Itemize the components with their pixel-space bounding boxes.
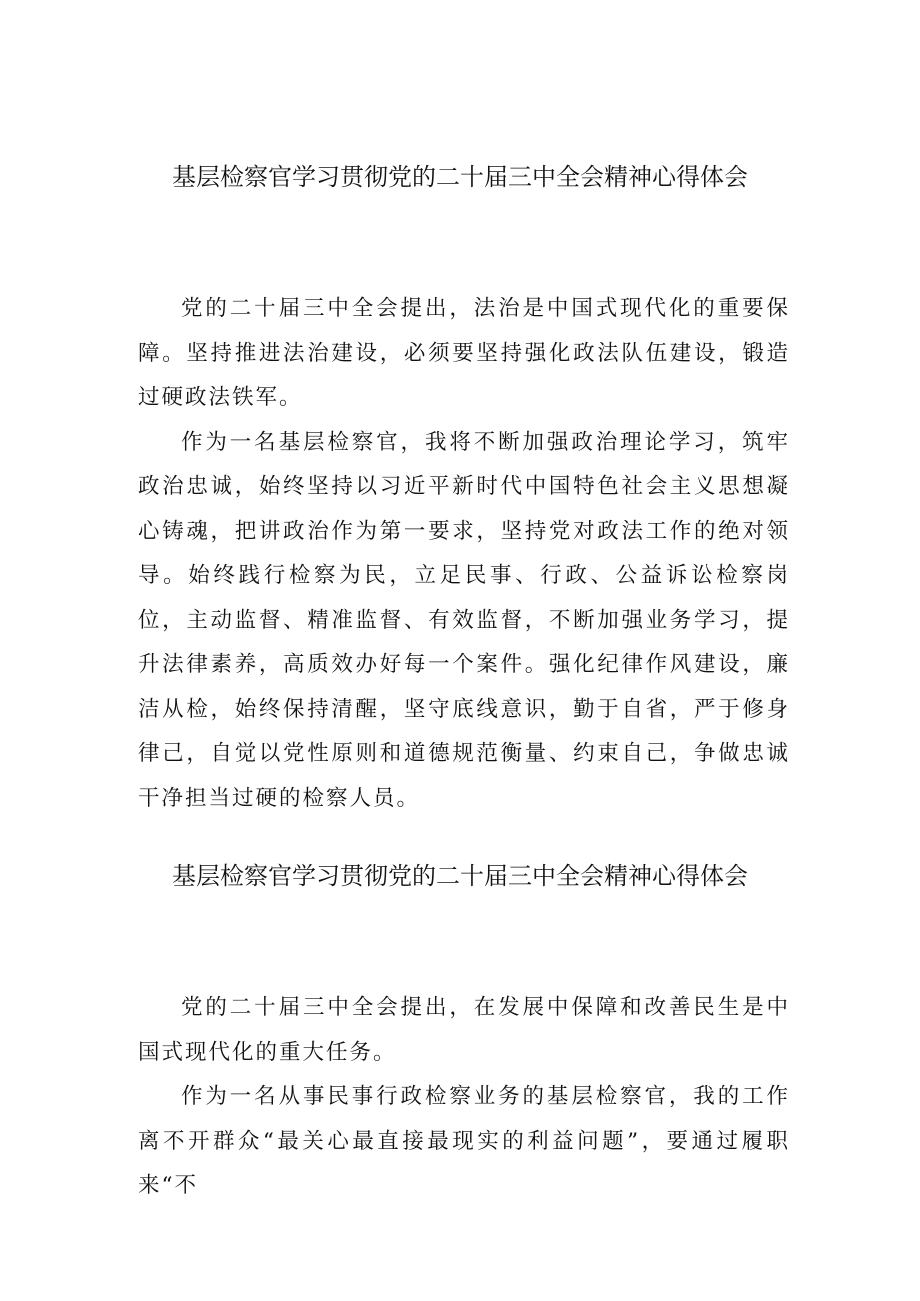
section-title: 基层检察官学习贯彻党的二十届三中全会精神心得体会 [172,163,748,191]
paragraph: 作为一名基层检察官，我将不断加强政治理论学习，筑牢政治忠诚，始终坚持以习近平新时代中国特色社会主义思想凝心铸魂，把讲政治作为第一要求，坚持党对政法工作的绝对领导。始终践行检察为民，立足民事、行政、公益诉讼检察岗位，主动监督、精准监督、有效监督，不断加强业务学习，提升法律素养，高质效办好每一个案件。强化纪律作风建设，廉洁从检，始终保持清醒，坚守底线意识，勤于自省，严于修身律己，自觉以党性原则和道德规范衡量、约束自己，争做忠诚干净担当过硬的检察人员。 [138,429,790,811]
section-body [138,986,790,1209]
section-body [138,287,790,821]
paragraph: 党的二十届三中全会提出，法治是中国式现代化的重要保障。坚持推进法治建设，必须要坚持强化政法队伍建设，锻造过硬政法铁军。 [138,296,790,410]
paragraph: 作为一名从事民事行政检察业务的基层检察官，我的工作离不开群众“最关心最直接最现实的利益问题”，要通过履职来“不 [138,1084,790,1198]
section-title: 基层检察官学习贯彻党的二十届三中全会精神心得体会 [172,862,748,890]
paragraph: 党的二十届三中全会提出，在发展中保障和改善民生是中国式现代化的重大任务。 [138,995,790,1065]
